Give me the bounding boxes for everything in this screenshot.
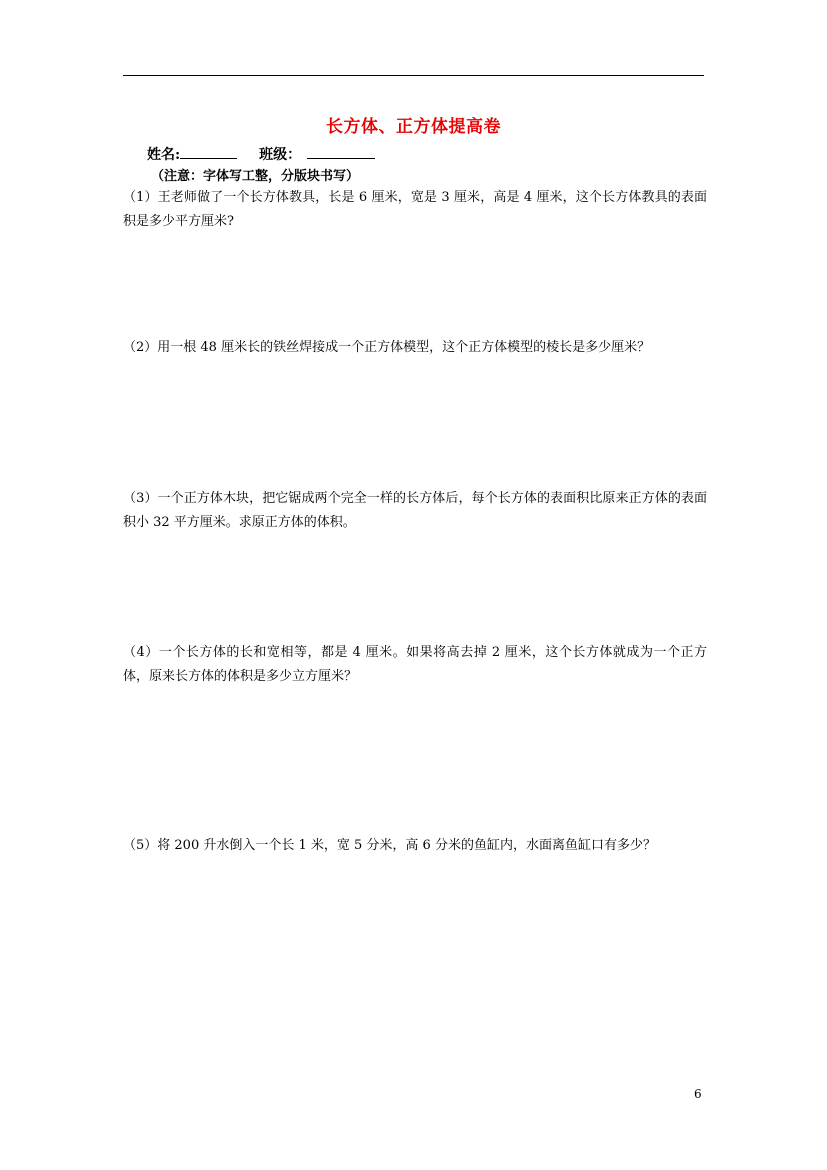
question-2: （2）用一根 48 厘米长的铁丝焊接成一个正方体模型，这个正方体模型的棱长是多少厘米？: [123, 340, 651, 355]
document-title: 长方体、正方体提高卷: [326, 117, 501, 137]
class-label: 班级：: [259, 147, 302, 163]
question-5: （5）将 200 升水倒入一个长 1 米，宽 5 分米，高 6 分米的鱼缸内，水面离鱼缸口有多少？: [123, 838, 656, 853]
student-info-line: [147, 144, 375, 164]
writing-notice: （注意：字体写工整，分版块书写）: [151, 169, 360, 184]
page-number: 6: [694, 1087, 702, 1101]
name-label: 姓名:: [147, 147, 181, 163]
header-rule: [123, 75, 704, 76]
question-1: （1）王老师做了一个长方体教具，长是 6 厘米，宽是 3 厘米，高是 4 厘米，这个长方体教具的表面积是多少平方厘米?: [123, 190, 707, 229]
class-blank[interactable]: [307, 144, 375, 159]
name-blank[interactable]: [180, 144, 237, 159]
question-3: （3）一个正方体木块，把它锯成两个完全一样的长方体后，每个长方体的表面积比原来正方体的表面积小 32 平方厘米。求原正方体的体积。: [123, 491, 707, 530]
question-4: （4）一个长方体的长和宽相等，都是 4 厘米。如果将高去掉 2 厘米，这个长方体就成为一个正方体，原来长方体的体积是多少立方厘米？: [123, 645, 707, 684]
